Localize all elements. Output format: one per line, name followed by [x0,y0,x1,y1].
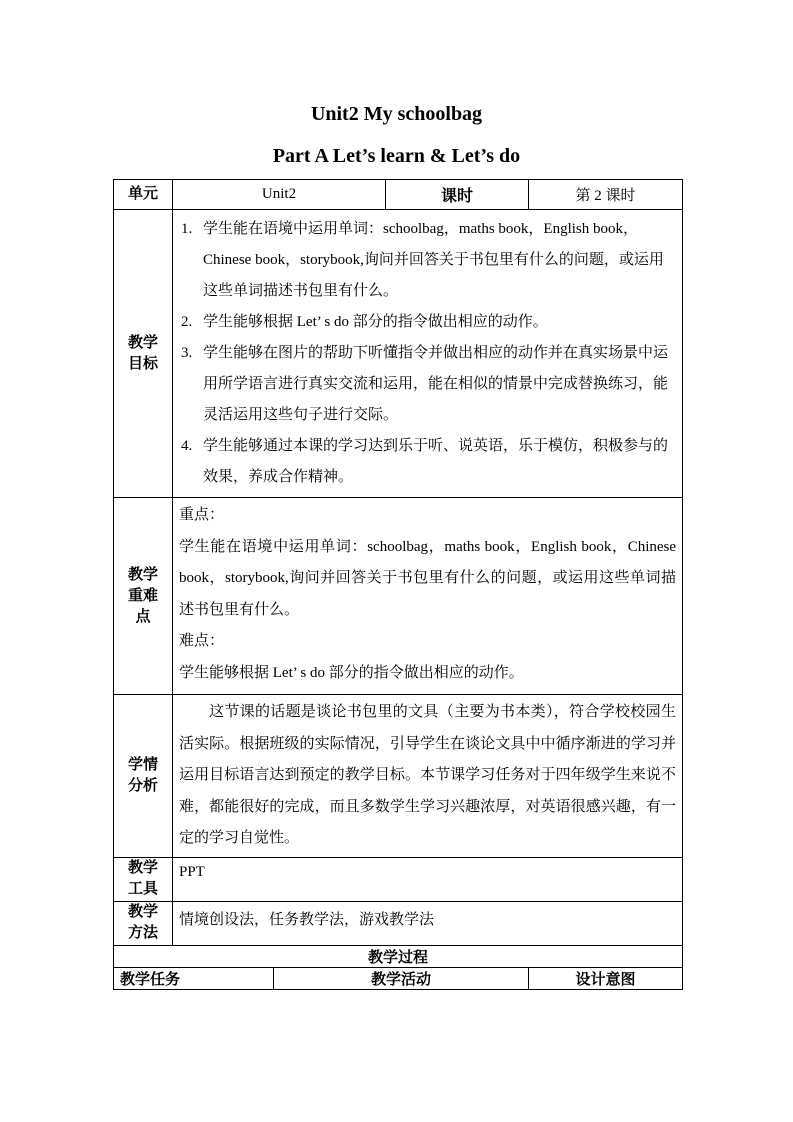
key-points-content [173,498,683,695]
methods-text: 情境创设法，任务教学法，游戏教学法 [173,901,683,945]
goal-text: 学生能够在图片的帮助下听懂指令并做出相应的动作并在真实场景中运用所学语言进行真实交流和运用，能在相似的情景中完成替换练习，能灵活运用这些句子进行交际。 [203,345,669,423]
document-title: Unit2 My schoolbag [310,103,483,125]
goal-number: 4. [181,438,193,454]
key-text: 学生能在语境中运用单词：schoolbag，maths book，English book，Chinese book，storybook,询问并回答关于书包里有什么的问题，或运用这些单词描述书包里有什么。 [179,538,677,618]
difficult-text: 学生能够根据 Let’ s do 部分的指令做出相应的动作。 [179,664,524,681]
goal-number: 3. [181,345,193,361]
goal-number: 2. [181,314,193,330]
methods-row [114,901,683,945]
goal-item [181,214,674,307]
goals-label: 教学 目标 [114,210,173,498]
goals-row [114,210,683,498]
key-heading: 重点： [179,507,225,523]
goal-number: 1. [181,221,193,237]
process-heading-row [114,945,683,967]
tools-row [114,857,683,901]
goal-item [181,307,674,338]
unit-value: Unit2 [173,180,386,210]
header-row [114,180,683,210]
analysis-text: 这节课的话题是谈论书包里的文具（主要为书本类），符合学校校园生活实际。根据班级的实际情况，引导学生在谈论文具中中循序渐进的学习并运用目标语言达到预定的教学目标。本节课学习任务对于四年级学生来说不难，都能很好的完成，而且多数学生学习兴趣浓厚，对英语很感兴趣，有一定的学习自觉性。 [173,695,683,858]
analysis-label: 学情 分析 [114,695,173,858]
tools-text: PPT [173,857,683,901]
goal-text: 学生能在语境中运用单词：schoolbag，maths book，English book，Chinese book，storybook,询问并回答关于书包里有什么的问题，或运用这些单词描述书包里有什么。 [203,221,664,299]
key-points-label: 教学 重难 点 [114,498,173,695]
goal-text: 学生能够根据 Let’ s do 部分的指令做出相应的动作。 [203,314,548,330]
goal-item [181,338,674,431]
methods-label: 教学 方法 [114,901,173,945]
process-heading: 教学过程 [114,945,683,967]
tools-label: 教学 工具 [114,857,173,901]
document-subtitle: Part A Let’s learn & Let’s do [272,145,521,167]
period-label: 课时 [386,180,529,210]
analysis-row [114,695,683,858]
process-col-activity: 教学活动 [274,967,529,989]
goal-item [181,431,674,493]
process-col-task: 教学任务 [114,967,274,989]
goal-text: 学生能够通过本课的学习达到乐于听、说英语，乐于模仿，积极参与的效果，养成合作精神。 [203,438,669,485]
key-points-row [114,498,683,695]
goals-content [173,210,683,498]
process-col-intent: 设计意图 [529,967,683,989]
lesson-plan-table [113,179,683,990]
difficult-heading: 难点： [179,633,225,649]
period-value: 第 2 课时 [529,180,683,210]
unit-label: 单元 [114,180,173,210]
process-columns-row [114,967,683,989]
